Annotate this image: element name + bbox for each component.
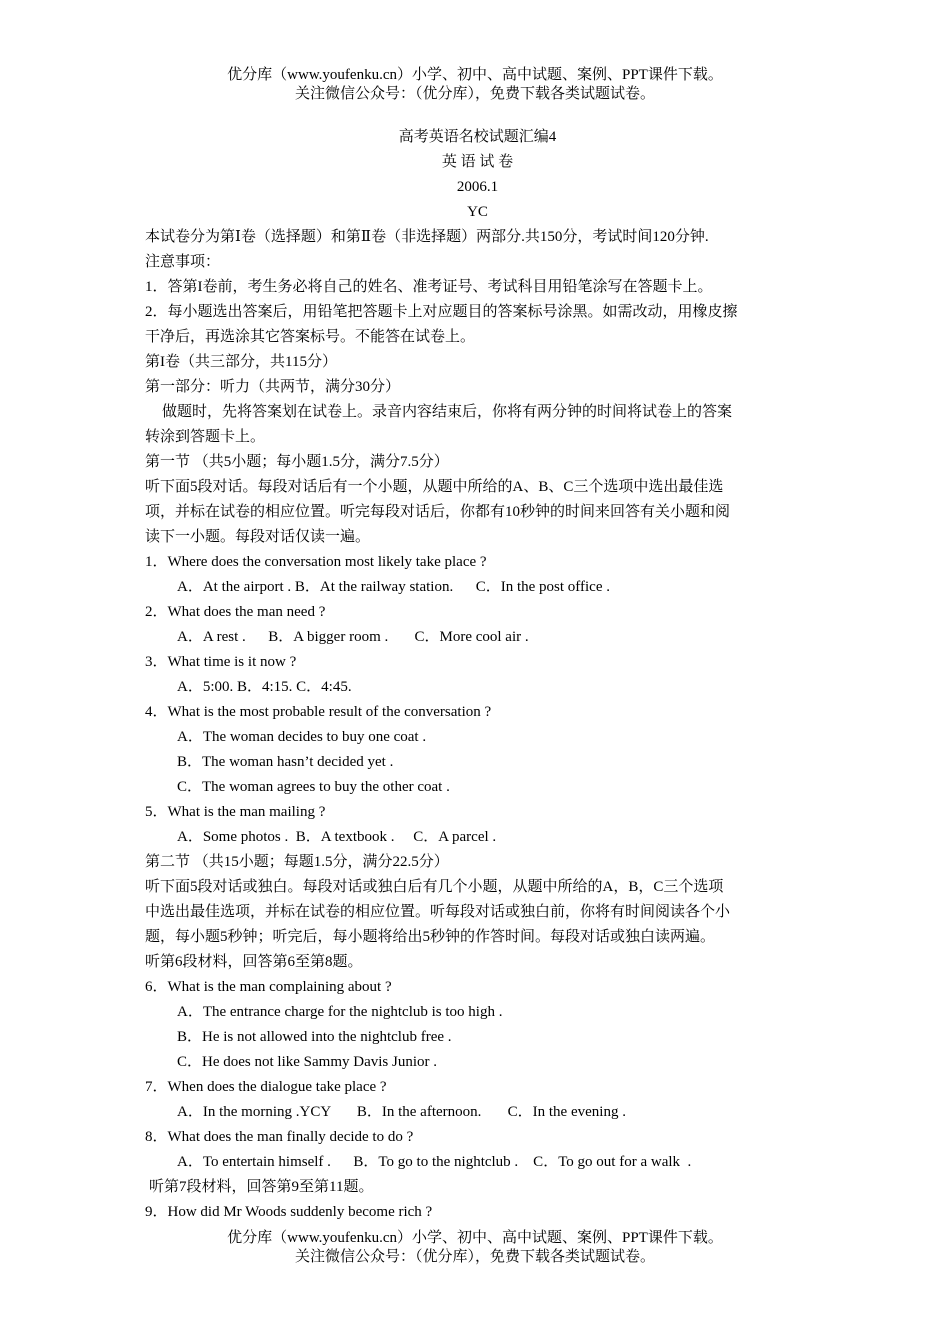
- question-7-options: A．In the morning .YCY B．In the afternoon. C．In the evening .: [177, 1104, 626, 1120]
- question-5: 5．What is the man mailing ?: [145, 804, 326, 820]
- question-9: 9．How did Mr Woods suddenly become rich ?: [145, 1204, 433, 1220]
- question-8: 8．What does the man finally decide to do ?: [145, 1129, 414, 1145]
- part-1-desc-b: 转涂到答题卡上。: [145, 429, 266, 445]
- question-4: 4．What is the most probable result of the conversation ?: [145, 704, 492, 720]
- document-body: [145, 125, 810, 1225]
- question-6: 6．What is the man complaining about ?: [145, 979, 392, 995]
- question-4-option-b: B．The woman hasn’t decided yet .: [177, 754, 394, 770]
- volume-1-heading: 第I卷（共三部分，共115分）: [145, 354, 337, 370]
- footer-line-1: 优分库（www.youfenku.cn）小学、初中、高中试题、案例、PPT课件下载。: [227, 1230, 723, 1246]
- header-line-1: 优分库（www.youfenku.cn）小学、初中、高中试题、案例、PPT课件下载。: [227, 67, 723, 83]
- footer-line-2: 关注微信公众号：（优分库），免费下载各类试题试卷。: [294, 1249, 655, 1265]
- question-3: 3．What time is it now ?: [145, 654, 297, 670]
- question-6-option-b: B．He is not allowed into the nightclub free .: [177, 1029, 452, 1045]
- question-5-options: A．Some photos . B．A textbook . C．A parcel .: [177, 829, 497, 845]
- section-1-desc-c: 读下一小题。每段对话仅读一遍。: [145, 529, 371, 545]
- section-2-heading: 第二节 （共15小题；每题1.5分，满分22.5分）: [145, 854, 449, 870]
- notice-heading: 注意事项：: [145, 254, 221, 270]
- question-6-option-a: A．The entrance charge for the nightclub is too high .: [177, 1004, 503, 1020]
- exam-subtitle: 英 语 试 卷: [441, 154, 514, 170]
- question-8-options: A．To entertain himself . B．To go to the nightclub . C．To go out for a walk .: [177, 1154, 692, 1170]
- question-4-option-a: A．The woman decides to buy one coat .: [177, 729, 427, 745]
- section-1-heading: 第一节 （共5小题；每小题1.5分，满分7.5分）: [145, 454, 449, 470]
- exam-date: 2006.1: [456, 179, 499, 195]
- part-1-heading: 第一部分：听力（共两节，满分30分）: [145, 379, 401, 395]
- page-footer: [0, 1229, 950, 1267]
- material-7-instruction: 听第7段材料，回答第9至第11题。: [149, 1179, 374, 1195]
- question-6-option-c: C．He does not like Sammy Davis Junior .: [177, 1054, 437, 1070]
- question-2-options: A．A rest . B．A bigger room . C．More cool air .: [177, 629, 529, 645]
- exam-title: 高考英语名校试题汇编4: [398, 129, 557, 145]
- intro-description: 本试卷分为第Ⅰ卷（选择题）和第Ⅱ卷（非选择题）两部分.共150分，考试时间120分钟.: [145, 229, 709, 245]
- part-1-desc-a: 做题时，先将答案划在试卷上。录音内容结束后，你将有两分钟的时间将试卷上的答案: [162, 404, 733, 420]
- notice-item-2a: 2．每小题选出答案后，用铅笔把答题卡上对应题目的答案标号涂黑。如需改动，用橡皮擦: [145, 304, 738, 320]
- question-2: 2．What does the man need ?: [145, 604, 326, 620]
- question-1-options: A．At the airport . B．At the railway station. C．In the post office .: [177, 579, 610, 595]
- notice-item-2b: 干净后，再选涂其它答案标号。不能答在试卷上。: [145, 329, 476, 345]
- header-line-2: 关注微信公众号：（优分库），免费下载各类试题试卷。: [294, 86, 655, 102]
- exam-code: YC: [467, 204, 488, 220]
- question-4-option-c: C．The woman agrees to buy the other coat .: [177, 779, 450, 795]
- section-1-desc-b: 项，并标在试卷的相应位置。听完每段对话后，你都有10秒钟的时间来回答有关小题和阅: [145, 504, 731, 520]
- question-7: 7．When does the dialogue take place ?: [145, 1079, 387, 1095]
- question-3-options: A．5:00. B．4:15. C．4:45.: [177, 679, 352, 695]
- material-6-instruction: 听第6段材料，回答第6至第8题。: [145, 954, 363, 970]
- page-header: [0, 66, 950, 104]
- notice-item-1: 1．答第I卷前，考生务必将自己的姓名、准考证号、考试科目用铅笔涂写在答题卡上。: [145, 279, 713, 295]
- section-2-desc-c: 题，每小题5秒钟；听完后，每小题将给出5秒钟的作答时间。每段对话或独白读两遍。: [145, 929, 716, 945]
- section-1-desc-a: 听下面5段对话。每段对话后有一个小题，从题中所给的A、B、C三个选项中选出最佳选: [145, 479, 724, 495]
- section-2-desc-b: 中选出最佳选项，并标在试卷的相应位置。听每段对话或独白前，你将有时间阅读各个小: [145, 904, 731, 920]
- question-1: 1．Where does the conversation most likely take place ?: [145, 554, 487, 570]
- section-2-desc-a: 听下面5段对话或独白。每段对话或独白后有几个小题，从题中所给的A，B，C三个选项: [145, 879, 724, 895]
